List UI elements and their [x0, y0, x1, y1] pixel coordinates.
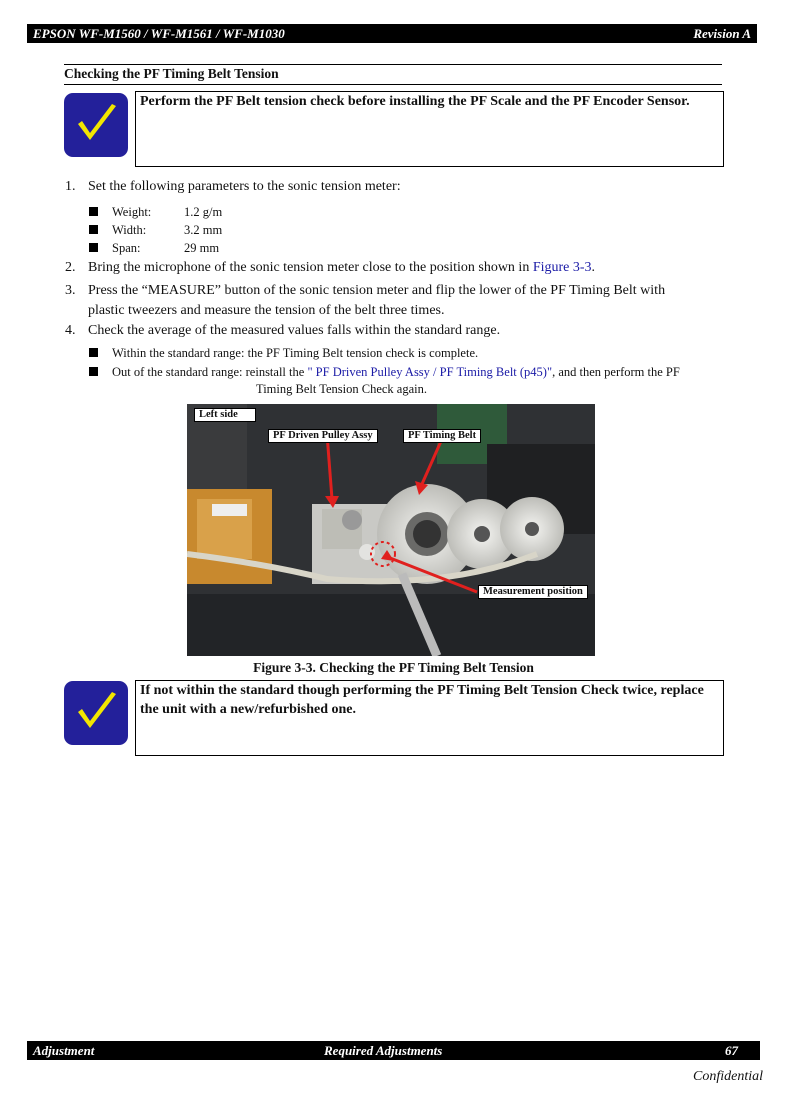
step-text	[88, 258, 728, 278]
footer-section: Required Adjustments	[324, 1043, 443, 1058]
section-rule-top	[64, 64, 722, 65]
param-label: Weight:	[112, 205, 152, 219]
note-text: Perform the PF Belt tension check before installing the PF Scale and the PF Encoder Sensor.	[140, 94, 690, 109]
page-footer	[27, 1041, 760, 1060]
param-weight	[0, 203, 400, 221]
step-4	[0, 321, 787, 341]
param-value: 29 mm	[184, 241, 220, 255]
printer-mechanism-illustration	[187, 404, 595, 656]
bullet-square-icon	[89, 207, 98, 216]
step-number: 2.	[65, 260, 76, 275]
param-width	[0, 221, 400, 239]
range-within	[0, 344, 787, 362]
bullet-square-icon	[89, 243, 98, 252]
step-text: Check the average of the measured values falls within the standard range.	[88, 323, 501, 338]
figure-photo	[187, 404, 595, 656]
confidential-label: Confidential	[693, 1069, 763, 1084]
note-box-replace-unit	[135, 680, 724, 756]
range-within-text: Within the standard range: the PF Timing Belt tension check is complete.	[112, 346, 479, 360]
header-model: EPSON WF-M1560 / WF-M1561 / WF-M1030	[33, 26, 285, 41]
bullet-square-icon	[89, 225, 98, 234]
footer-page-number: 67	[725, 1043, 738, 1058]
step-number: 3.	[65, 283, 76, 298]
section-title: Checking the PF Timing Belt Tension	[64, 66, 279, 81]
note-text: If not within the standard though performing the PF Timing Belt Tension Check twice, replace the unit with a new/refurbished one.	[140, 683, 704, 717]
step-2	[0, 258, 787, 278]
step-3	[0, 281, 787, 321]
bullet-square-icon	[89, 367, 98, 376]
figure-3-3-link[interactable]: Figure 3-3	[532, 260, 592, 275]
param-span	[0, 239, 400, 257]
range-out-line2: Timing Belt Tension Check again.	[256, 382, 427, 396]
figure-caption: Figure 3-3. Checking the PF Timing Belt Tension	[253, 660, 534, 675]
left-side-label: Left side	[194, 408, 256, 422]
param-value: 1.2 g/m	[184, 205, 223, 219]
bullet-square-icon	[89, 348, 98, 357]
step-text: Set the following parameters to the sonic tension meter:	[88, 179, 401, 194]
page-header	[27, 24, 757, 43]
header-revision: Revision A	[693, 26, 751, 41]
step-text-part: .	[591, 260, 596, 275]
range-out-part: Out of the standard range: reinstall the	[112, 365, 308, 379]
step-text-part: Bring the microphone of the sonic tension meter close to the position shown in	[88, 260, 533, 275]
param-label: Span:	[112, 241, 141, 255]
check-note-icon	[64, 93, 128, 157]
pf-timing-belt-label: PF Timing Belt	[403, 429, 481, 443]
range-out-text	[112, 363, 727, 381]
param-value: 3.2 mm	[184, 223, 223, 237]
step-number: 1.	[65, 179, 76, 194]
param-label: Width:	[112, 223, 147, 237]
step-1	[0, 177, 787, 197]
pf-driven-pulley-label: PF Driven Pulley Assy	[268, 429, 378, 443]
footer-chapter: Adjustment	[33, 1043, 95, 1058]
step-text-line2: plastic tweezers and measure the tension of the belt three times.	[88, 303, 445, 318]
pf-driven-pulley-link[interactable]: " PF Driven Pulley Assy / PF Timing Belt (p45)"	[307, 365, 553, 379]
range-out-part: , and then perform the PF	[552, 365, 680, 379]
step-text-line1: Press the “MEASURE” button of the sonic tension meter and flip the lower of the PF Timing Belt with	[88, 283, 666, 298]
step-number: 4.	[65, 323, 76, 338]
range-out	[0, 363, 787, 399]
section-rule-bottom	[64, 84, 722, 85]
note-box-pf-belt	[135, 91, 724, 167]
measurement-position-label: Measurement position	[478, 585, 588, 599]
check-note-icon	[64, 681, 128, 745]
